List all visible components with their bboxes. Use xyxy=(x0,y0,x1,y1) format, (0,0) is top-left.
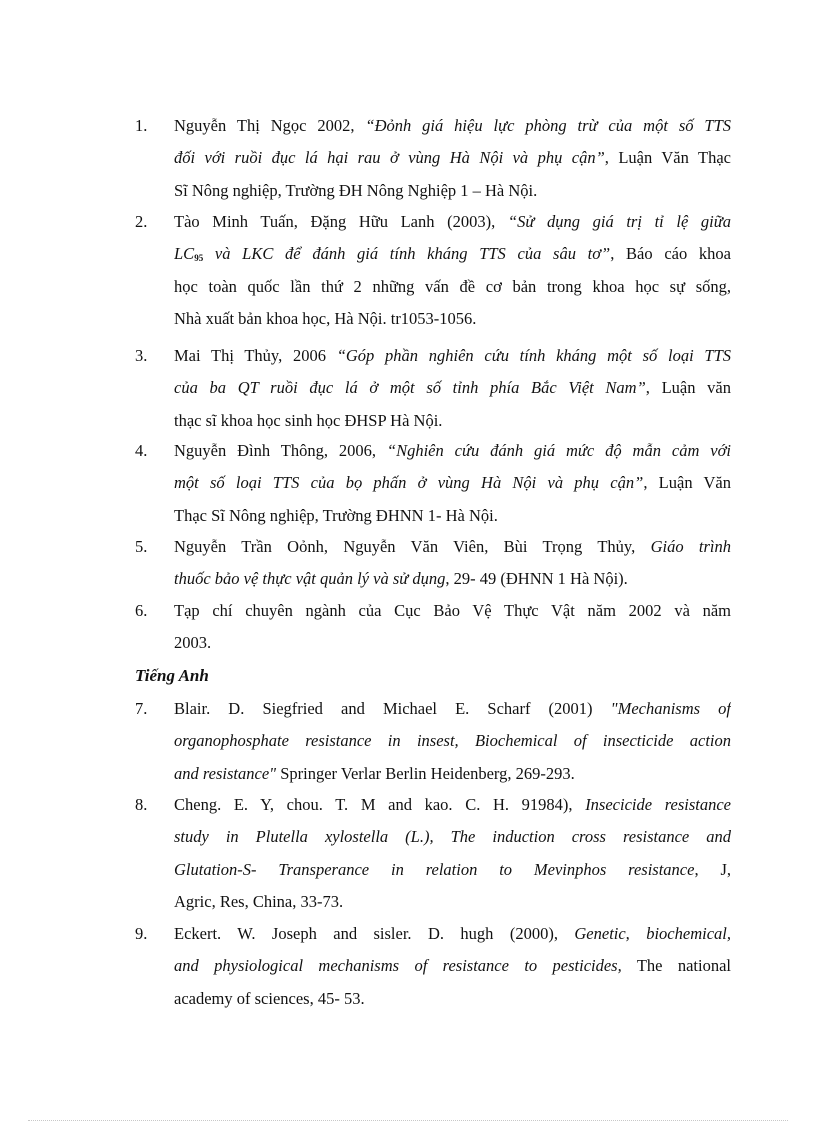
reference-segment: Sĩ Nông nghiệp, Trường ĐH Nông Nghiệp 1 – Hà Nội. xyxy=(174,180,538,200)
reference-segment: Eckert. W. Joseph and sisler. D. hugh (2000), xyxy=(174,924,575,943)
reference-line xyxy=(174,500,731,532)
reference-text xyxy=(174,531,731,596)
reference-segment: học toàn quốc lần thứ 2 những vấn đề cơ bản trong khoa học sự sống, xyxy=(174,276,731,296)
reference-segment: , Luận Văn xyxy=(643,473,731,493)
reference-line xyxy=(174,110,731,142)
italic-title-text: và LKC để đánh giá tính kháng TTS của sâu tơ” xyxy=(203,244,611,264)
italic-title-text: LC xyxy=(174,244,195,264)
page-bottom-divider xyxy=(28,1120,788,1121)
italic-title-text: study in Plutella xylostella (L.), The induction cross resistance and xyxy=(174,827,731,847)
reference-line xyxy=(174,206,731,238)
reference-line xyxy=(174,886,731,918)
reference-line xyxy=(174,303,731,335)
reference-segment: Thạc Sĩ Nông nghiệp, Trường ĐHNN 1- Hà Nội. xyxy=(174,505,498,525)
reference-segment: Tào Minh Tuấn, Đặng Hữu Lanh (2003), xyxy=(174,212,508,231)
reference-line xyxy=(174,175,731,207)
reference-text xyxy=(174,435,731,532)
reference-line xyxy=(174,918,731,950)
reference-segment: Mai Thị Thủy, 2006 xyxy=(174,346,337,365)
reference-number: 9. xyxy=(135,924,148,943)
italic-title-text: của ba QT ruồi đục lá ở một số tỉnh phía Bắc Việt Nam” xyxy=(174,378,646,398)
reference-number: 1. xyxy=(135,116,148,135)
reference-segment: Nguyễn Đình Thông, 2006, xyxy=(174,441,387,460)
reference-number: 2. xyxy=(135,212,148,231)
reference-number: 5. xyxy=(135,537,148,556)
italic-title-text: “Sử dụng giá trị tỉ lệ giữa xyxy=(507,212,731,231)
reference-line xyxy=(174,595,731,627)
reference-segment: Tạp chí chuyên ngành của Cục Bảo Vệ Thực Vật năm 2002 và năm xyxy=(174,601,731,620)
italic-title-text: “Góp phần nghiên cứu tính kháng một số loại TTS xyxy=(336,346,731,365)
reference-number: 8. xyxy=(135,795,148,814)
reference-line xyxy=(174,142,731,174)
italic-title-text: “Nghiên cứu đánh giá mức độ mẫn cảm với xyxy=(386,441,731,460)
reference-text xyxy=(174,789,731,918)
reference-segment: , J, xyxy=(694,859,731,879)
reference-segment: Agric, Res, China, 33-73. xyxy=(174,891,344,911)
italic-title-text: đối với ruồi đục lá hại rau ở vùng Hà Nội và phụ cận” xyxy=(174,148,605,168)
reference-segment: Nguyễn Trần Oỏnh, Nguyễn Văn Viên, Bùi Trọng Thủy, xyxy=(174,537,651,556)
reference-line xyxy=(174,758,731,790)
reference-segment: , Luận Văn Thạc xyxy=(604,148,731,168)
italic-title-text: Insecicide resistance xyxy=(585,795,731,814)
reference-line xyxy=(174,372,731,404)
reference-line xyxy=(174,821,731,853)
italic-title-text: organophosphate resistance in insest, Biochemical of insecticide action xyxy=(174,731,731,751)
reference-segment: , Luận văn xyxy=(645,378,731,398)
reference-line xyxy=(174,789,731,821)
reference-segment: The national xyxy=(621,956,731,976)
reference-text xyxy=(174,206,731,335)
reference-line xyxy=(174,950,731,982)
reference-line xyxy=(174,238,731,270)
reference-line xyxy=(174,271,731,303)
reference-text xyxy=(174,918,731,1015)
reference-segment: Blair. D. Siegfried and Michael E. Scharf (2001) xyxy=(174,699,611,718)
reference-segment: Nguyễn Thị Ngọc 2002, xyxy=(174,116,366,135)
subscript-text: 95 xyxy=(194,253,204,264)
reference-segment: Cheng. E. Y, chou. T. M and kao. C. H. 91984), xyxy=(174,795,586,814)
reference-segment: thạc sĩ khoa học sinh học ĐHSP Hà Nội. xyxy=(174,410,443,430)
italic-title-text: "Mechanisms of xyxy=(610,699,731,718)
reference-line xyxy=(174,627,731,659)
reference-text xyxy=(174,693,731,790)
reference-line xyxy=(174,435,731,467)
reference-line xyxy=(174,725,731,757)
reference-segment: Nhà xuất bản khoa học, Hà Nội. tr1053-1056. xyxy=(174,308,477,328)
italic-title-text: một số loại TTS của bọ phấn ở vùng Hà Nội và phụ cận” xyxy=(174,473,644,493)
section-heading: Tiếng Anh xyxy=(135,666,209,685)
reference-text xyxy=(174,110,731,207)
italic-title-text: Genetic, biochemical, xyxy=(574,924,731,943)
reference-line xyxy=(174,693,731,725)
reference-text xyxy=(174,595,731,660)
reference-number: 4. xyxy=(135,441,148,460)
reference-line xyxy=(174,340,731,372)
reference-segment: academy of sciences, 45- 53. xyxy=(174,988,365,1008)
reference-number: 6. xyxy=(135,601,148,620)
reference-text xyxy=(174,340,731,437)
italic-title-text: “Đỏnh giá hiệu lực phòng trừ của một số TTS xyxy=(365,116,731,135)
reference-segment: Springer Verlar Berlin Heidenberg, 269-293. xyxy=(276,763,575,783)
reference-line xyxy=(174,563,731,595)
reference-segment: , 29- 49 (ĐHNN 1 Hà Nội). xyxy=(445,569,628,589)
italic-title-text: and resistance" xyxy=(174,763,277,783)
italic-title-text: Giáo trình xyxy=(650,537,731,556)
reference-line xyxy=(174,531,731,563)
italic-title-text: and physiological mechanisms of resistance to pesticides, xyxy=(174,956,622,976)
reference-line xyxy=(174,854,731,886)
italic-title-text: thuốc bảo vệ thực vật quản lý và sử dụng xyxy=(174,569,446,589)
reference-line xyxy=(174,405,731,437)
italic-title-text: Glutation-S- Transperance in relation to Mevinphos resistance xyxy=(174,859,695,879)
reference-number: 7. xyxy=(135,699,148,718)
reference-line xyxy=(174,983,731,1015)
reference-line xyxy=(174,467,731,499)
reference-segment: , Báo cáo khoa xyxy=(610,244,731,264)
reference-segment: 2003. xyxy=(174,633,212,653)
reference-number: 3. xyxy=(135,346,148,365)
